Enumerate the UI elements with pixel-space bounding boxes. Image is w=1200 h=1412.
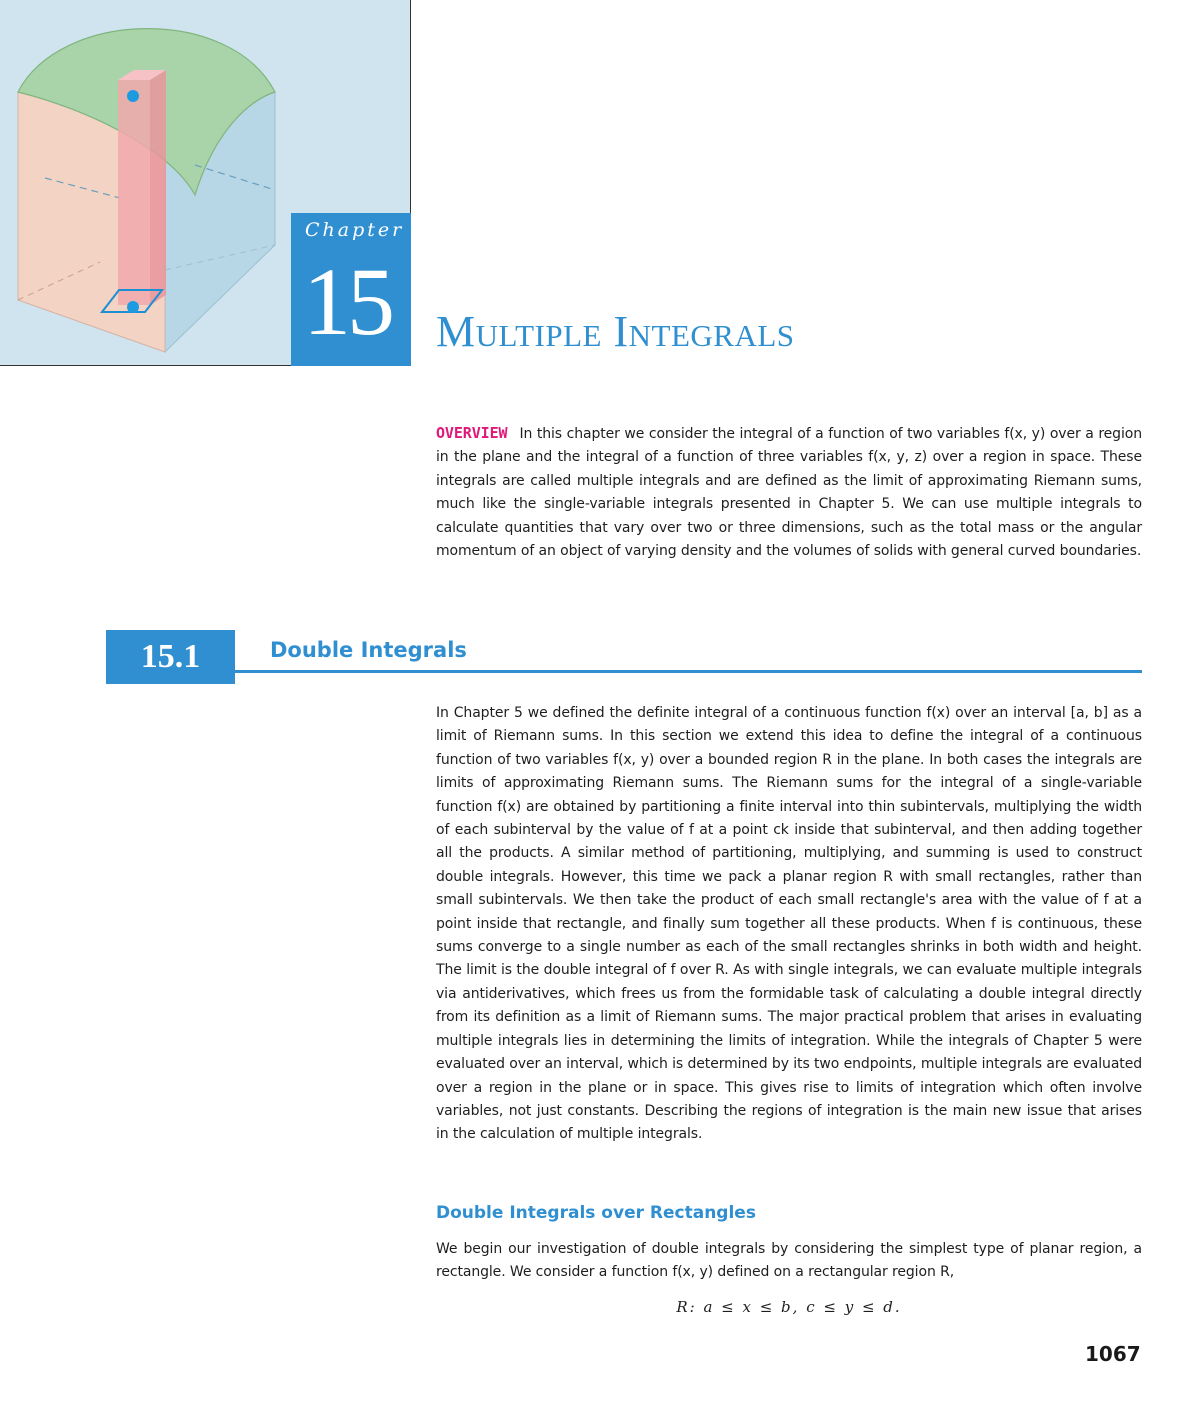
region-equation: R: a ≤ x ≤ b, c ≤ y ≤ d. xyxy=(676,1298,902,1316)
section-title: Double Integrals xyxy=(270,638,467,662)
column-side xyxy=(150,70,166,305)
chapter-number: 15 xyxy=(303,248,391,355)
chapter-badge xyxy=(291,213,411,366)
section-number: 15.1 xyxy=(140,638,201,675)
base-point xyxy=(127,301,139,313)
section-divider xyxy=(235,670,1142,673)
page-number: 1067 xyxy=(1085,1342,1141,1366)
overview-text: In this chapter we consider the integral of a function of two variables f(x, y) over a region in the plane and the integral of a function of three variables f(x, y, z) over a region in space. These integrals are called multiple integrals and are defined as the limit of approximating Riemann sums, much like the single-variable integrals presented in Chapter 5. We can use multiple integrals to calculate quantities that vary over two or three dimensions, such as the total mass or the angular momentum of an object of varying density and the volumes of solids with general curved boundaries. xyxy=(436,426,1142,560)
overview-paragraph xyxy=(436,422,1142,563)
chapter-label: Chapter xyxy=(305,219,405,241)
section-number-badge xyxy=(106,630,235,684)
top-point xyxy=(127,90,139,102)
column-front xyxy=(118,80,150,305)
section-intro-paragraph: In Chapter 5 we defined the definite integral of a continuous function f(x) over an interval [a, b] as a limit of Riemann sums. In this section we extend this idea to define the integral of a continuous function of two variables f(x, y) over a bounded region R in the plane. In both cases the integrals are limits of approximating Riemann sums. The Riemann sums for the integral of a single-variable function f(x) are obtained by partitioning a finite interval into thin subintervals, multiplying the width of each subinterval by the value of f at a point ck inside that subinterval, and then adding together all the products. A similar method of partitioning, multiplying, and summing is used to construct double integrals. However, this time we pack a planar region R with small rectangles, rather than small subintervals. We then take the product of each small rectangle's area with the value of f at a point inside that rectangle, and finally sum together all these products. When f is continuous, these sums converge to a single number as each of the small rectangles shrinks in both width and height. The limit is the double integral of f over R. As with single integrals, we can evaluate multiple integrals via antiderivatives, which frees us from the formidable task of calculating a double integral directly from its definition as a limit of Riemann sums. The major practical problem that arises in evaluating multiple integrals lies in determining the limits of integration. While the integrals of Chapter 5 were evaluated over an interval, which is determined by its two endpoints, multiple integrals are evaluated over a region in the plane or in space. This gives rise to limits of integration which often involve variables, not just constants. Describing the regions of integration is the main new issue that arises in the calculation of multiple integrals. xyxy=(436,705,1142,1143)
overview-label: OVERVIEW xyxy=(436,424,508,442)
subsection-title: Double Integrals over Rectangles xyxy=(436,1203,756,1223)
subsection-paragraph: We begin our investigation of double integrals by considering the simplest type of planar region, a rectangle. We consider a function f(x, y) defined on a rectangular region R, xyxy=(436,1241,1142,1281)
chapter-title: Multiple Integrals xyxy=(436,307,795,356)
